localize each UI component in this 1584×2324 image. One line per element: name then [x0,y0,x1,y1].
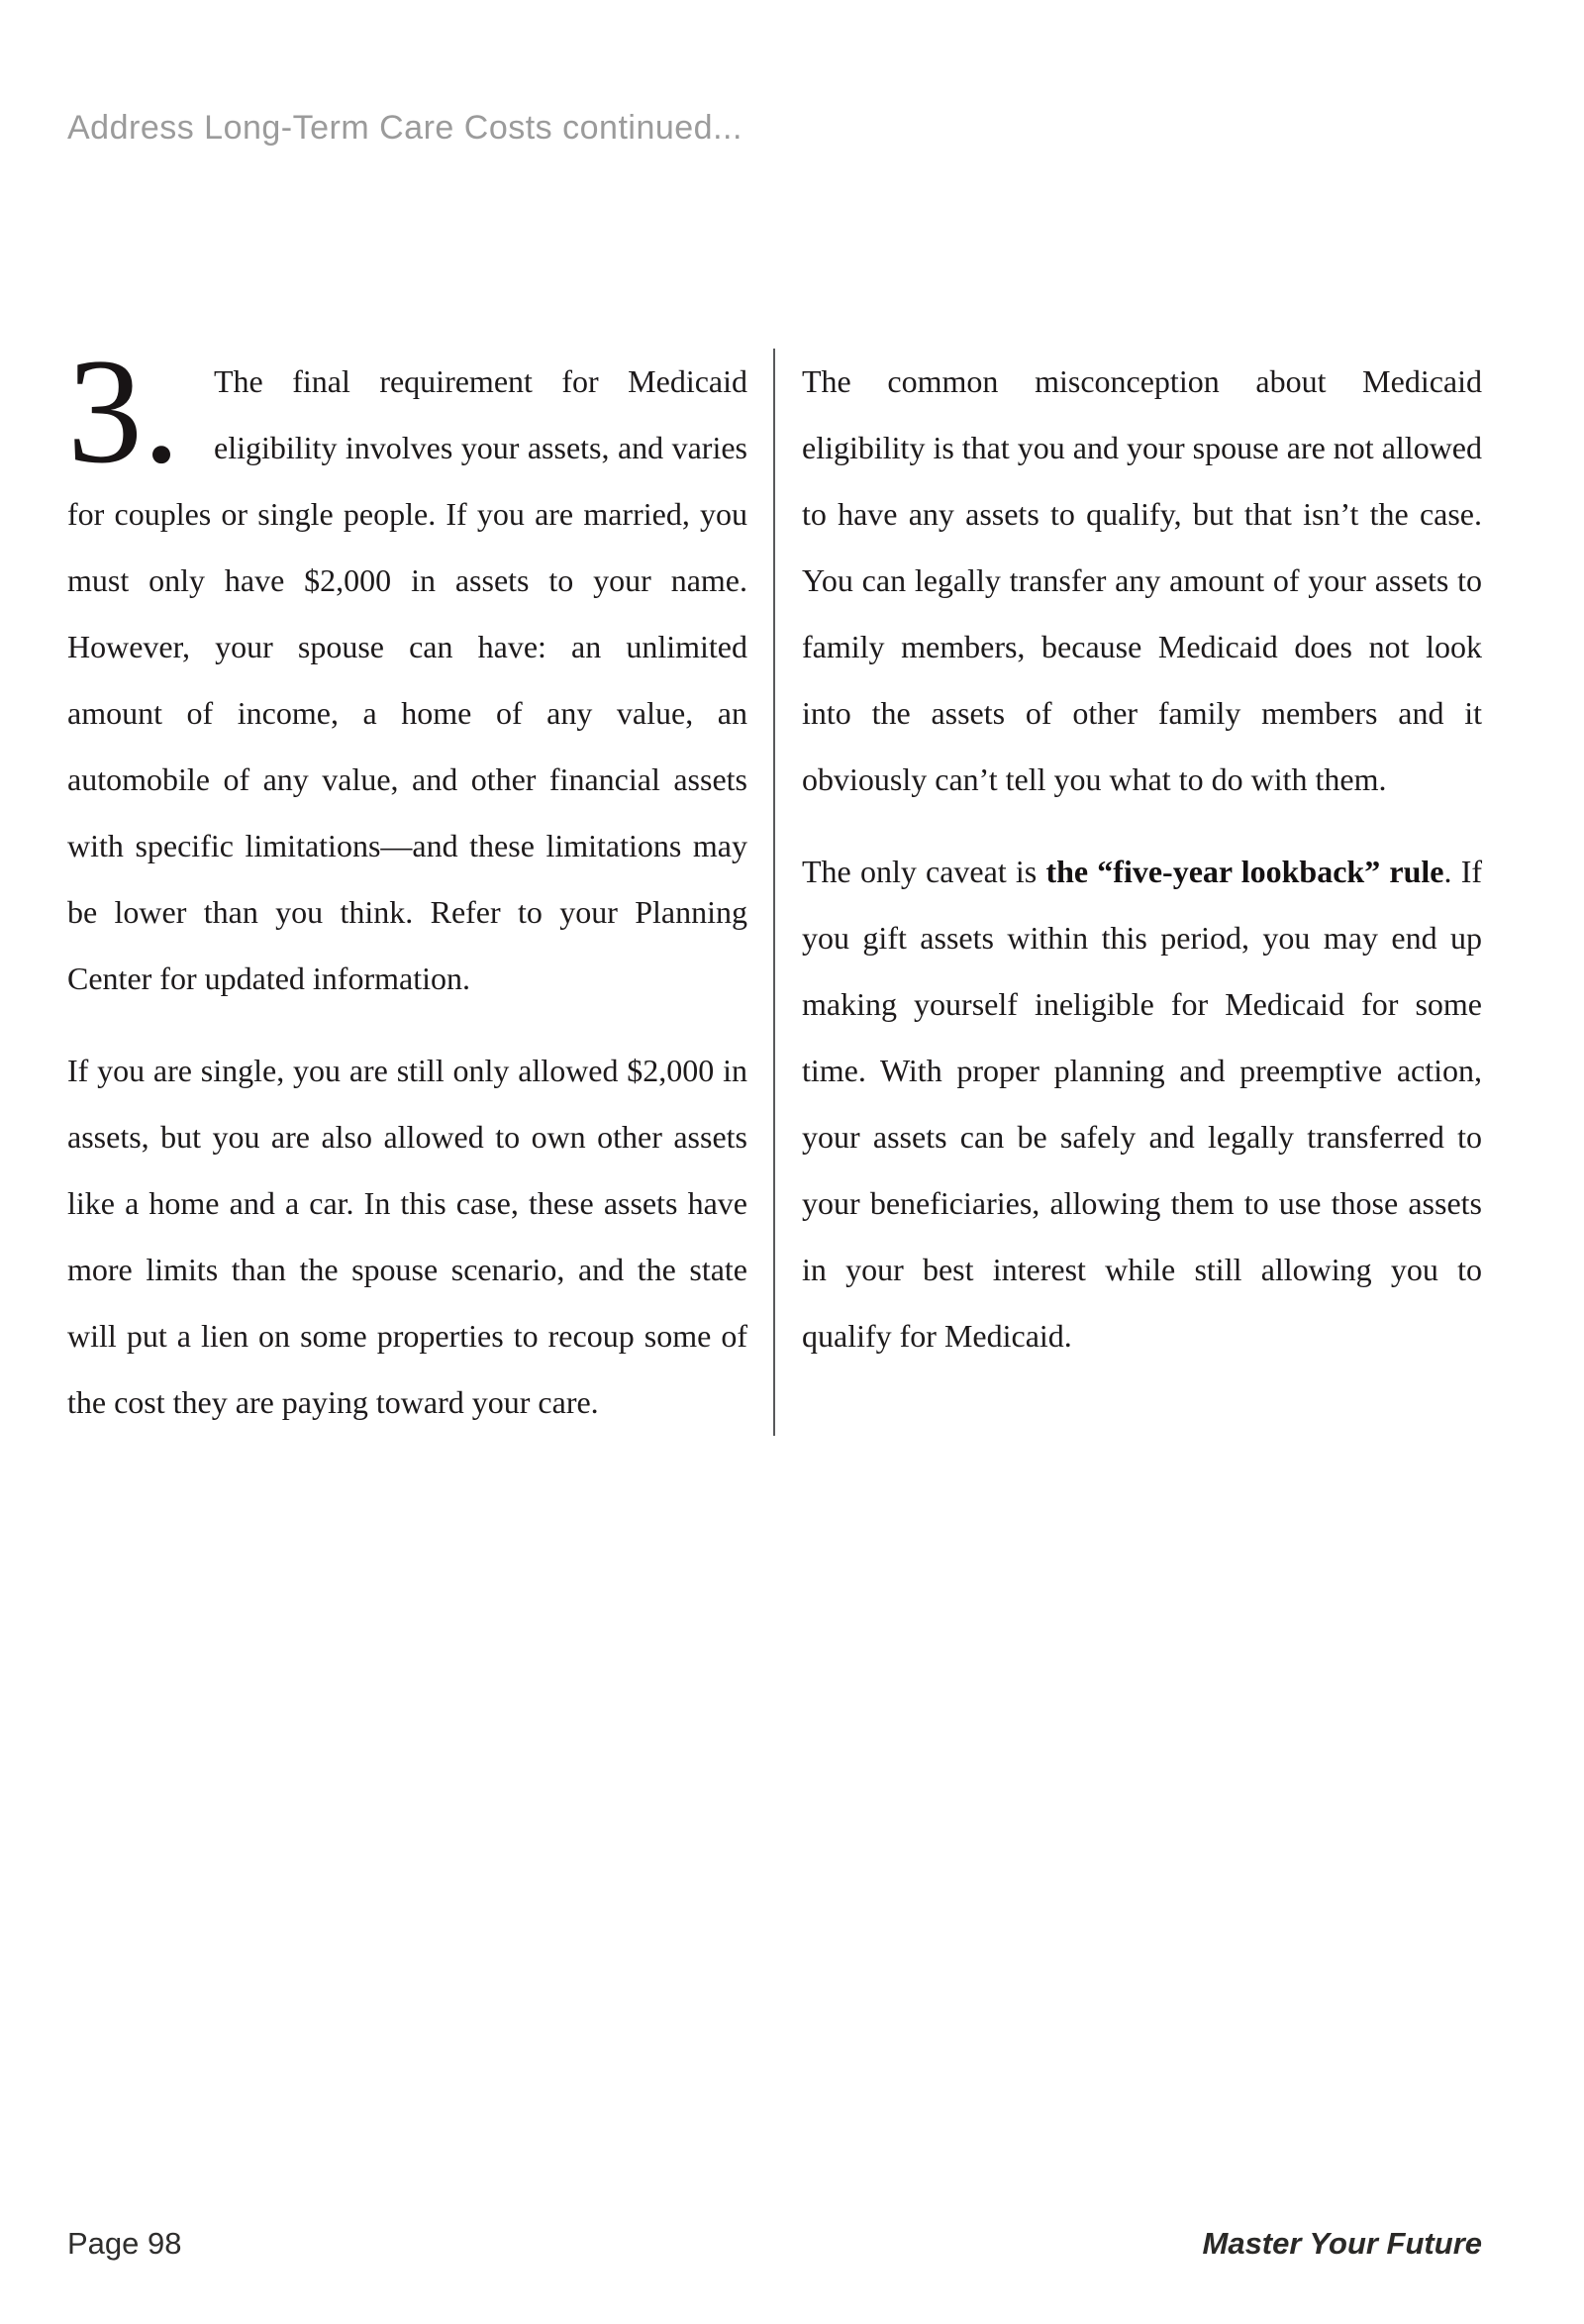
right-paragraph-1: The common misconception about Medicaid eligibility is that you and your spouse are not allowed to have any assets to qualify, but that isn’t the case. You can legally transfer any amount of your assets to family members, because Medicaid does not look into the assets of other family members and it obviously can’t tell you what to do with them. [802,363,1482,797]
left-paragraph-1 [67,328,747,1012]
right-column [773,349,1482,1436]
right-paragraph-2-rest: . If you gift assets within this period, you may end up making yourself ineligible for Medicaid for some time. With proper planning and preemptive action, your assets can be safely and legally transferred to your beneficiaries, allowing them to use those assets in your best interest while still allowing you to qualify for Medicaid. [802,854,1483,1354]
running-header: Address Long-Term Care Costs continued... [67,109,742,147]
left-paragraph-2: If you are single, you are still only allowed $2,000 in assets, but you are also allowed to own other assets like a home and a car. In this case, these assets have more limits than the spouse scenario, and the state will put a lien on some properties to recoup some of the cost they are paying toward your care. [67,1053,747,1420]
book-title: Master Your Future [1202,2226,1482,2261]
five-year-lookback-bold-phrase: the “five-year lookback” rule [1045,854,1444,889]
page-number: Page 98 [67,2226,182,2261]
two-column-layout [67,328,1483,1436]
left-paragraph-1-text: The final requirement for Medicaid eligibility involves your assets, and varies for couples or single people. If you are married, you must only have $2,000 in assets to your name. However, your spouse can have: an unlimited amount of income, a home of any value, an automobile of any value, and other financial assets with specific limitations—and these limitations may be lower than you think. Refer to your Planning Center for updated information. [67,363,747,996]
right-paragraph-2-lead: The only caveat is [802,854,1046,889]
right-paragraph-2 [802,839,1482,1369]
left-column [67,328,773,1436]
drop-cap-number: 3. [67,328,180,494]
